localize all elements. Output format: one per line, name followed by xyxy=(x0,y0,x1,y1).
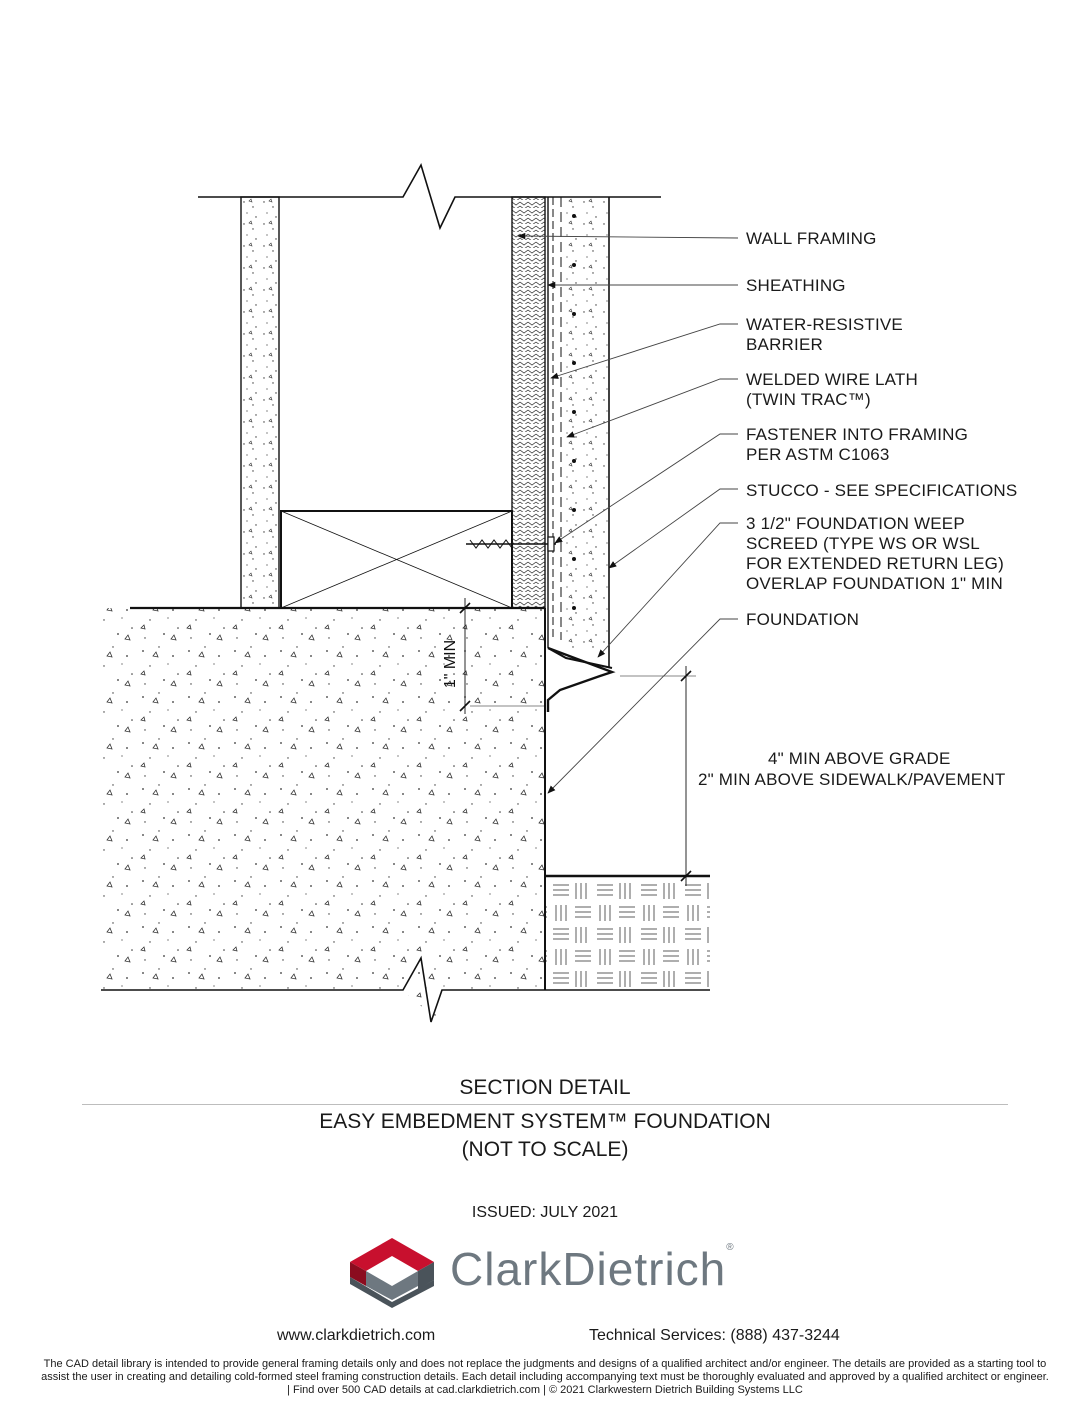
logo-name: ClarkDietrich xyxy=(450,1243,727,1295)
callout-stucco: STUCCO - SEE SPECIFICATIONS xyxy=(746,481,1018,500)
overlap-dimension-text: 1" MIN xyxy=(442,639,459,689)
tech-services-phone: Technical Services: (888) 437-3244 xyxy=(589,1327,840,1344)
callout-wall-framing: WALL FRAMING xyxy=(746,229,877,248)
section-heading: SECTION DETAIL xyxy=(459,1076,631,1099)
dimension-grade xyxy=(620,666,696,886)
disclaimer-text: The CAD detail library is intended to provide general framing details only and does not replace the judgments and designs of a qualified architect and/or engineer. The details are provided as a starting tool to assist the user in creating and detailing cold-formed steel framing construction details. Each detail including accompanying text must be thoroughly evaluated and approved by a qualified architect or engineer. | Find over 500 CAD details at cad.clarkdietrich.com | © 2021 Clarkwestern Dietrich Building Systems LLC xyxy=(41,1358,1049,1396)
grade-dimension-line1: 4" MIN ABOVE GRADE xyxy=(768,749,951,768)
stucco-layer xyxy=(566,197,609,668)
clarkdietrich-logo xyxy=(346,1236,746,1308)
title-divider xyxy=(82,1104,1008,1105)
callout-sheathing: SHEATHING xyxy=(746,276,846,295)
callout-lath-line2: (TWIN TRAC™) xyxy=(746,390,871,409)
wrb-and-lath xyxy=(548,197,561,648)
sheathing-layer xyxy=(512,197,545,608)
callout-weep-line3: FOR EXTENDED RETURN LEG) xyxy=(746,554,1004,573)
issue-date: ISSUED: JULY 2021 xyxy=(471,1204,619,1221)
detail-title: EASY EMBEDMENT SYSTEM™ FOUNDATION xyxy=(319,1110,771,1133)
callout-foundation: FOUNDATION xyxy=(746,610,860,629)
logo-registered-mark: ® xyxy=(726,1242,735,1253)
callout-weep-line1: 3 1/2" FOUNDATION WEEP xyxy=(746,514,965,533)
weep-screed xyxy=(548,648,612,712)
foundation-concrete xyxy=(101,608,545,1022)
interior-board xyxy=(241,197,279,608)
callout-wrb-line1: WATER-RESISTIVE xyxy=(746,315,903,334)
scale-note: (NOT TO SCALE) xyxy=(461,1138,629,1161)
logo-mark-icon xyxy=(346,1236,438,1308)
callout-lath-line1: WELDED WIRE LATH xyxy=(746,370,918,389)
callout-fastener-line2: PER ASTM C1063 xyxy=(746,445,890,464)
callout-weep-line2: SCREED (TYPE WS OR WSL xyxy=(746,534,980,553)
callout-fastener-line1: FASTENER INTO FRAMING xyxy=(746,425,969,444)
website-link[interactable]: www.clarkdietrich.com xyxy=(277,1327,436,1344)
callout-weep-line4: OVERLAP FOUNDATION 1" MIN xyxy=(746,574,1003,593)
logo-wordmark xyxy=(450,1242,735,1296)
paving xyxy=(545,876,710,990)
callout-leaders xyxy=(518,236,738,793)
callout-wrb-line2: BARRIER xyxy=(746,335,823,354)
bottom-track xyxy=(281,511,512,608)
grade-dimension-line2: 2" MIN ABOVE SIDEWALK/PAVEMENT xyxy=(698,770,1006,789)
